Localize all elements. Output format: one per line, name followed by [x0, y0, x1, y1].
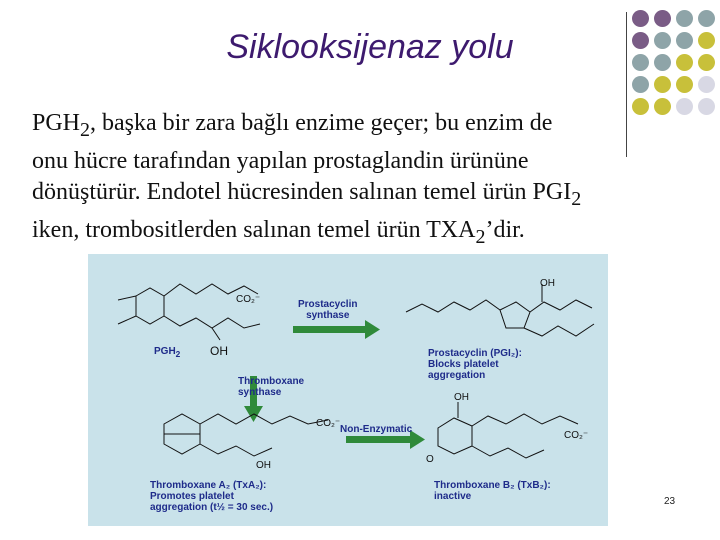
decorative-dot	[654, 76, 671, 93]
pgi2-oh-label: OH	[540, 278, 555, 289]
arrow-prostacyclin-synthase	[293, 320, 380, 339]
pgi2-label: Prostacyclin (PGI₂): Blocks platelet aggregation	[428, 348, 522, 381]
pgh2-structure	[118, 284, 260, 340]
txa2-structure	[164, 414, 328, 456]
decorative-dot	[676, 10, 693, 27]
thromboxane-synthase-label: Thromboxane synthase	[238, 376, 305, 398]
decorative-dot	[632, 10, 649, 27]
decorative-dot	[698, 10, 715, 27]
decorative-dot	[654, 10, 671, 27]
txa2-co2-label: CO₂⁻	[316, 418, 341, 429]
txa2-label: Thromboxane A₂ (TxA₂): Promotes platelet aggregation (t½ = 30 sec.)	[150, 480, 274, 513]
txb2-co2-label: CO₂⁻	[564, 430, 589, 441]
pgi2-structure	[406, 284, 594, 336]
decorative-dot	[698, 54, 715, 71]
prostacyclin-synthase-label: Prostacyclin synthase	[298, 299, 358, 321]
decorative-dot	[676, 32, 693, 49]
pgh2-co2-label: CO₂⁻	[236, 294, 261, 305]
cyclooxygenase-pathway-figure	[88, 254, 608, 526]
decorative-dot	[632, 32, 649, 49]
txb2-structure	[438, 402, 578, 458]
paragraph-line: iken, trombositlerden salınan temel ürün $TXA_2’dir$.	[32, 216, 525, 248]
pgh2-label: $PGH_2$	[154, 346, 181, 359]
non-enzymatic-label: Non-Enzymatic	[340, 424, 413, 435]
decorative-dot	[654, 54, 671, 71]
txb2-label: Thromboxane B₂ (TxB₂): inactive	[434, 480, 551, 502]
decorative-dot	[676, 76, 693, 93]
decorative-dot	[698, 32, 715, 49]
decorative-dot	[632, 54, 649, 71]
decorative-dot	[632, 76, 649, 93]
txb2-oh-label: OH	[454, 392, 469, 403]
paragraph-line: $PGH_2$, başka bir zara bağlı enzime geçer; bu enzim de	[32, 110, 553, 141]
txa2-oh-label: OH	[256, 460, 271, 471]
paragraph-line: dönüştürür. Endotel hücresinden salınan temel ürün $PGI_2$	[32, 178, 582, 210]
decorative-dot	[676, 54, 693, 71]
body-paragraph	[32, 108, 687, 252]
decorative-dot	[654, 32, 671, 49]
slide-title: Siklooksijenaz yolu	[226, 28, 514, 66]
paragraph-line: onu hücre tarafından yapılan prostaglandin ürününe	[32, 147, 529, 174]
page-number: 23	[664, 496, 676, 507]
decorative-dot	[698, 98, 715, 115]
pgh2-oh-label: OH	[210, 344, 228, 358]
txb2-o-label: O	[426, 454, 434, 465]
decorative-dot	[698, 76, 715, 93]
